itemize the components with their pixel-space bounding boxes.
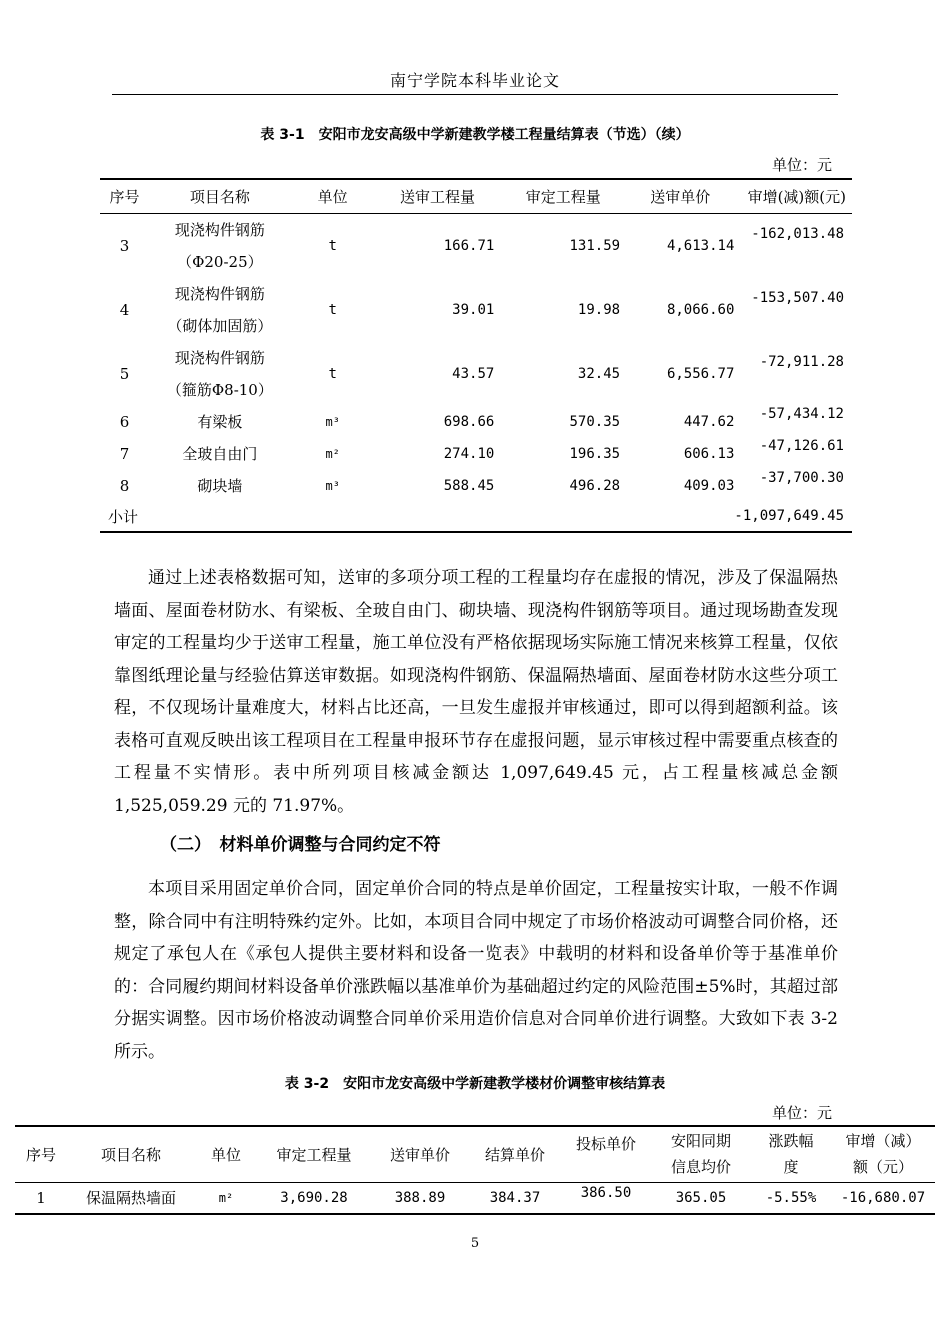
table-2-header-diff-line2: 额（元） [852, 1158, 913, 1177]
row-diff: -16,680.07 [840, 1189, 926, 1206]
table-row [100, 438, 852, 470]
row-name-line2: （箍筋Φ8-10） [166, 380, 273, 399]
row-no: 1 [36, 1188, 46, 1207]
paragraph-1: 通过上述表格数据可知，送审的多项分项工程的工程量均存在虚报的情况，涉及了保温隔热墙面、屋面卷材防水、有梁板、全玻自由门、砌块墙、现浇构件钢筋等项目。通过现场勘查发现审定的工程量均少于送审工程量，施工单位没有严格依据现场实际施工情况来核算工程量，仅依靠图纸理论量与经验估算送审数据。如现浇构件钢筋、保温隔热墙面、屋面卷材防水这些分项工程，不仅现场计量难度大，材料占比还高，一旦发生虚报并审核通过，即可以得到超额利益。该表格可直观反映出该工程项目在工程量申报环节存在虚报问题，显示审核过程中需要重点核查的工程量不实情形。表中所列项目核减金额达 1,097,649.45 元，占工程量核减总金额 1,525,059.29 元的 71.97%。 [114, 568, 838, 816]
table-2-header-sent-price: 送审单价 [389, 1145, 450, 1164]
table-2-header-info-price-line2: 信息均价 [670, 1158, 731, 1177]
row-unit: t [328, 301, 337, 318]
row-unit: t [328, 365, 337, 382]
table-row [100, 213, 852, 278]
page-number: 5 [470, 1236, 480, 1251]
row-name: 全玻自由门 [182, 445, 258, 463]
row-name-line1: 现浇构件钢筋 [174, 348, 265, 367]
row-unit: m² [325, 446, 340, 461]
row-no: 7 [119, 444, 130, 463]
row-name-line1: 现浇构件钢筋 [174, 284, 265, 303]
page-header: 南宁学院本科毕业论文 [112, 68, 838, 95]
table-1-header-sent-qty: 送审工程量 [399, 187, 475, 206]
table-1-unit: 单位：元 [772, 156, 833, 174]
row-sent-price: 388.89 [394, 1189, 446, 1206]
row-sent-qty: 43.57 [452, 365, 495, 382]
table-row [100, 470, 852, 502]
row-sent-qty: 39.01 [452, 301, 495, 318]
row-name: 保温隔热墙面 [85, 1189, 176, 1208]
table-1-caption: 表 3-1 安阳市龙安高级中学新建教学楼工程量结算表（节选）（续） [260, 127, 690, 143]
row-sent-qty: 588.45 [443, 477, 495, 494]
row-sent-price: 8,066.60 [666, 301, 735, 318]
row-diff: -47,126.61 [759, 437, 844, 454]
row-name-line1: 现浇构件钢筋 [174, 220, 265, 239]
row-approved-qty: 196.35 [569, 445, 621, 462]
row-no: 3 [119, 236, 130, 255]
paragraph-2: 本项目采用固定单价合同，固定单价合同的特点是单价固定，工程量按实计取，一般不作调整，除合同中有注明特殊约定外。比如，本项目合同中规定了市场价格波动可调整合同价格，还规定了承包人在《承包人提供主要材料和设备一览表》中载明的材料和设备单价等于基准单价的：合同履约期间材料设备单价涨跌幅以基准单价为基础超过约定的风险范围±5%时，其超过部分据实调整。因市场价格波动调整合同单价采用造价信息对合同单价进行调整。大致如下表 3-2 所示。 [114, 879, 838, 1062]
row-approved-qty: 496.28 [569, 477, 621, 494]
row-name: 有梁板 [197, 413, 243, 431]
row-approved-qty: 19.98 [577, 301, 621, 318]
table-2-caption: 表 3-2 安阳市龙安高级中学新建教学楼材价调整审核结算表 [284, 1076, 666, 1092]
table-2-header-diff [831, 1126, 935, 1182]
row-diff: -162,013.48 [751, 225, 844, 242]
row-sent-price: 4,613.14 [666, 237, 735, 254]
row-name-line2: （Φ20-25） [177, 252, 263, 271]
row-sent-price: 447.62 [683, 413, 735, 430]
table-row [100, 406, 852, 438]
table-1-header-no: 序号 [109, 187, 140, 206]
row-no: 8 [119, 476, 130, 495]
table-row [100, 278, 852, 342]
row-info-price: 365.05 [675, 1189, 727, 1206]
row-no: 6 [119, 412, 130, 431]
table-1-header-approved-qty: 审定工程量 [525, 187, 601, 206]
table-2-header-info-price [651, 1126, 751, 1182]
row-diff: -72,911.28 [759, 353, 844, 370]
row-sent-price: 409.03 [683, 477, 735, 494]
table-2-unit: 单位：元 [772, 1104, 833, 1122]
row-approved-qty: 131.59 [569, 237, 621, 254]
row-sent-price: 606.13 [683, 445, 735, 462]
table-2-header-approved-qty: 审定工程量 [276, 1145, 352, 1164]
row-name-line2: （砌体加固筋） [167, 316, 273, 335]
row-name [149, 278, 291, 342]
table-2-header-diff-line1: 审增（减） [845, 1132, 921, 1151]
table-2-header-info-price-line1: 安阳同期 [670, 1132, 731, 1151]
table-row [100, 342, 852, 406]
table-2-header-no: 序号 [25, 1145, 56, 1164]
row-change: -5.55% [765, 1189, 817, 1206]
table-1-header-diff: 审增(减)额(元) [747, 187, 846, 206]
table-1-header-unit: 单位 [317, 187, 348, 206]
row-approved-qty: 32.45 [577, 365, 621, 382]
row-sent-qty: 274.10 [443, 445, 495, 462]
section-heading: （二） 材料单价调整与合同约定不符 [160, 835, 441, 855]
row-unit: m³ [325, 478, 340, 493]
row-sent-qty: 166.71 [443, 237, 495, 254]
row-unit: m³ [325, 414, 340, 429]
table-1-header-name: 项目名称 [189, 187, 250, 206]
table-2-header-change [751, 1126, 831, 1182]
row-unit: m² [218, 1190, 234, 1205]
row-diff: -37,700.30 [759, 469, 844, 486]
row-diff: -57,434.12 [759, 405, 844, 422]
table-2-header-change-line1: 涨跌幅 [768, 1132, 814, 1151]
subtotal-label: 小计 [108, 507, 139, 526]
row-diff: -153,507.40 [751, 289, 844, 306]
row-unit: t [328, 237, 337, 254]
row-sent-price: 6,556.77 [666, 365, 735, 382]
table-row [15, 1182, 935, 1214]
row-name [149, 213, 291, 278]
row-no: 5 [119, 364, 130, 383]
row-no: 4 [119, 300, 130, 319]
table-1-header-sent-price: 送审单价 [650, 187, 711, 206]
row-approved-qty: 570.35 [569, 413, 621, 430]
table-2-header-bid-price: 投标单价 [575, 1135, 636, 1153]
table-2-header-change-line2: 度 [783, 1158, 799, 1177]
table-2-header-settle-price: 结算单价 [484, 1145, 545, 1164]
table-1 [100, 178, 852, 533]
table-2-header-unit: 单位 [210, 1145, 241, 1164]
row-name: 砌块墙 [197, 477, 243, 495]
subtotal-value: -1,097,649.45 [734, 508, 844, 524]
subtotal-row [100, 502, 852, 532]
row-bid-price: 386.50 [580, 1184, 632, 1201]
row-approved-qty: 3,690.28 [280, 1189, 348, 1206]
row-sent-qty: 698.66 [443, 413, 495, 430]
table-2-header-name: 项目名称 [100, 1145, 161, 1164]
table-2 [15, 1125, 935, 1215]
row-settle-price: 384.37 [489, 1189, 541, 1206]
row-name [149, 342, 291, 406]
